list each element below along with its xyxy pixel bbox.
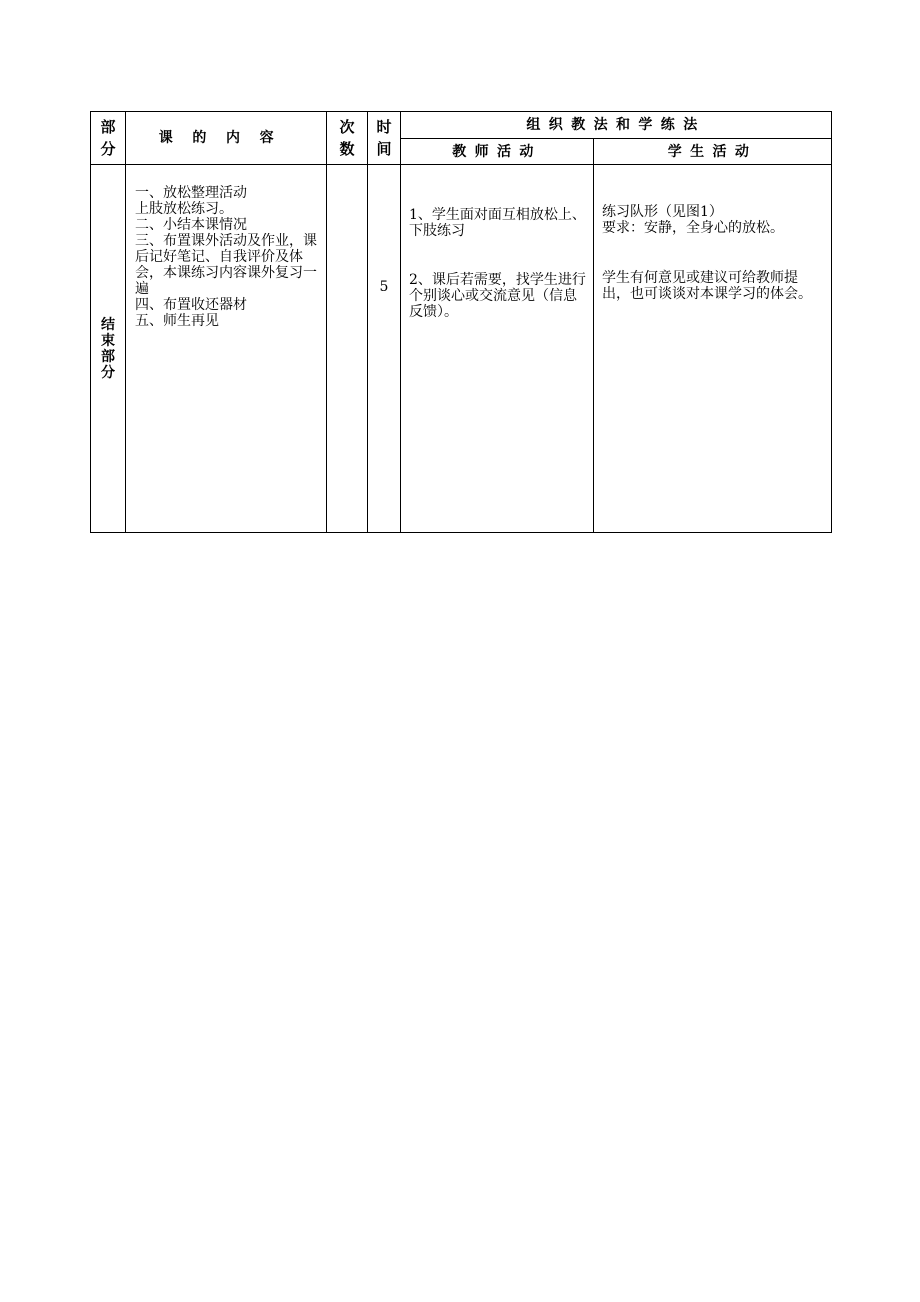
section-student-cell [594,165,832,533]
header-teacher-label: 教师活动 [452,143,542,160]
section-time: 5 [379,279,389,295]
student-formation: 练习队形（见图1） [602,204,723,220]
header-method-label: 组织教法和学练法 [526,117,706,133]
section-teacher-cell [401,165,594,533]
content-line: 一、放松整理活动 [135,185,247,201]
header-time [368,112,401,165]
header-student [594,139,832,165]
section-name-cell [91,165,126,533]
content-line: 二、小结本课情况 [135,217,247,233]
header-content-label: 课的内容 [158,130,294,146]
header-teacher [401,139,594,165]
student-requirement: 要求：安静，全身心的放松。 [602,220,784,236]
content-line: 五、师生再见 [135,313,219,329]
section-content-cell [126,165,327,533]
content-line: 四、布置收还器材 [135,297,247,313]
section-count-cell [327,165,368,533]
teacher-activity-2: 2、课后若需要，找学生进行个别谈心或交流意见（信息反馈）。 [409,272,586,320]
header-time-label: 时间 [376,118,392,158]
section-time-cell [368,165,401,533]
content-line: 上肢放松练习。 [135,201,233,217]
header-method [401,112,832,139]
header-content [126,112,327,165]
teacher-activity-1: 1、学生面对面互相放松上、下肢练习 [409,207,586,239]
header-count [327,112,368,165]
section-name: 结束部分 [101,316,115,381]
content-line: 三、布置课外活动及作业，课后记好笔记、自我评价及体会，本课练习内容课外复习一遍 [135,233,317,297]
lesson-plan-table [90,111,832,533]
header-student-label: 学生活动 [667,143,758,160]
header-part [91,112,126,165]
student-feedback: 学生有何意见或建议可给教师提出，也可谈谈对本课学习的体会。 [602,270,812,302]
header-count-label: 次数 [339,118,355,158]
header-part-label: 部分 [100,118,116,158]
